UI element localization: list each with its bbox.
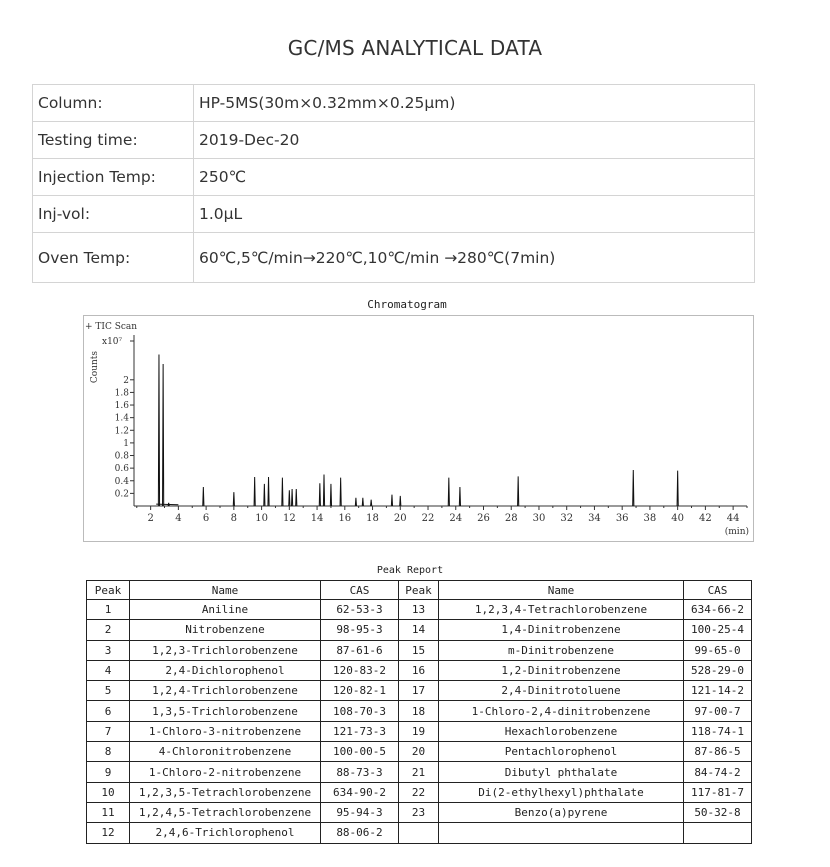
parameter-row — [33, 85, 755, 122]
column-header: CAS — [684, 581, 752, 600]
y-tick-label: 0.4 — [114, 476, 129, 487]
table-cell: 62-53-3 — [321, 600, 399, 620]
x-tick-label: 36 — [615, 513, 629, 524]
x-tick-label: 12 — [282, 513, 296, 524]
x-tick-label: 8 — [230, 513, 238, 524]
table-cell: 11 — [87, 802, 130, 822]
table-cell: 88-06-2 — [321, 823, 399, 843]
x-tick-label: 4 — [175, 513, 182, 524]
x-tick-label: 16 — [338, 513, 352, 524]
table-cell: 2,4-Dinitrotoluene — [439, 681, 684, 701]
parameter-row — [33, 196, 755, 233]
peak-report-table — [86, 580, 752, 844]
page-title: GC/MS ANALYTICAL DATA — [287, 36, 543, 60]
chromatogram-peak — [518, 476, 519, 506]
table-cell: 1,2,4,5-Tetrachlorobenzene — [130, 802, 321, 822]
y-multiplier: x10⁷ — [102, 337, 123, 347]
table-row — [87, 782, 752, 802]
chromatogram-peak — [355, 498, 356, 506]
table-cell: Dibutyl phthalate — [439, 762, 684, 782]
x-axis-label: (min) — [724, 527, 749, 537]
column-header: CAS — [321, 581, 399, 600]
table-cell: 17 — [399, 681, 439, 701]
chromatogram-peak — [282, 478, 283, 506]
table-cell: 84-74-2 — [684, 762, 752, 782]
parameter-value: HP-5MS(30m×0.32mm×0.25μm) — [194, 85, 755, 122]
table-cell: 118-74-1 — [684, 721, 752, 741]
table-cell: 100-25-4 — [684, 620, 752, 640]
table-cell: 1 — [87, 600, 130, 620]
parameter-row — [33, 122, 755, 159]
y-tick-label: 1.2 — [114, 426, 129, 437]
column-header: Name — [130, 581, 321, 600]
table-cell: 10 — [87, 782, 130, 802]
table-cell: 1,2,3,4-Tetrachlorobenzene — [439, 600, 684, 620]
column-header: Name — [439, 581, 684, 600]
chromatogram-peak — [371, 500, 372, 506]
chromatogram-peak — [203, 487, 204, 506]
peak-report-title: Peak Report — [376, 565, 444, 576]
table-cell: 1,2,3-Trichlorobenzene — [130, 640, 321, 660]
y-tick-label: 1.6 — [114, 401, 129, 412]
table-row — [87, 823, 752, 843]
chromatogram-peak — [268, 477, 269, 506]
y-tick-label: 2 — [123, 375, 129, 386]
table-cell: Benzo(a)pyrene — [439, 802, 684, 822]
chromatogram-peak — [233, 492, 234, 506]
x-tick-label: 28 — [504, 513, 518, 524]
table-row — [87, 742, 752, 762]
chromatogram-chart — [83, 315, 754, 542]
table-row — [87, 620, 752, 640]
table-cell: 8 — [87, 742, 130, 762]
x-tick-label: 38 — [643, 513, 657, 524]
table-cell: 1-Chloro-3-nitrobenzene — [130, 721, 321, 741]
chart-frame — [84, 316, 754, 542]
table-cell: 121-73-3 — [321, 721, 399, 741]
column-header: Peak — [87, 581, 130, 600]
chromatogram-peak — [633, 470, 634, 506]
table-row — [87, 721, 752, 741]
table-cell: 7 — [87, 721, 130, 741]
chromatogram-peak — [459, 487, 460, 506]
table-cell: 18 — [399, 701, 439, 721]
x-tick-label: 30 — [532, 513, 546, 524]
chromatogram-peak — [264, 484, 265, 506]
table-cell: 121-14-2 — [684, 681, 752, 701]
chromatogram-title: Chromatogram — [367, 298, 447, 311]
table-row — [87, 600, 752, 620]
x-tick-label: 18 — [366, 513, 379, 524]
parameter-label: Column: — [33, 85, 194, 122]
scan-label: + TIC Scan — [85, 322, 138, 332]
chromatogram-peak — [163, 364, 164, 506]
table-cell: 50-32-8 — [684, 802, 752, 822]
table-cell: 1,2-Dinitrobenzene — [439, 660, 684, 680]
x-tick-label: 34 — [588, 513, 601, 524]
table-cell: 95-94-3 — [321, 802, 399, 822]
column-header: Peak — [399, 581, 439, 600]
table-row — [87, 640, 752, 660]
table-cell: Nitrobenzene — [130, 620, 321, 640]
table-cell: 2,4-Dichlorophenol — [130, 660, 321, 680]
chromatogram-peak — [340, 478, 341, 506]
y-tick-label: 0.2 — [114, 489, 129, 500]
table-row — [87, 660, 752, 680]
table-cell: 87-61-6 — [321, 640, 399, 660]
table-cell: 9 — [87, 762, 130, 782]
chromatogram-peak — [391, 495, 392, 506]
parameter-label: Oven Temp: — [33, 233, 194, 283]
table-cell: 88-73-3 — [321, 762, 399, 782]
chromatogram-peak — [362, 498, 363, 506]
x-tick-label: 40 — [671, 513, 685, 524]
table-cell: 2,4,6-Trichlorophenol — [130, 823, 321, 843]
parameter-label: Injection Temp: — [33, 159, 194, 196]
table-cell: 528-29-0 — [684, 660, 752, 680]
table-cell: 12 — [87, 823, 130, 843]
chromatogram-peak — [254, 477, 255, 506]
y-tick-label: 1 — [123, 438, 129, 449]
chromatogram-peak — [296, 489, 297, 506]
parameter-label: Inj-vol: — [33, 196, 194, 233]
x-tick-label: 10 — [255, 513, 268, 524]
chromatogram-peak — [319, 483, 320, 506]
table-cell: 97-00-7 — [684, 701, 752, 721]
chromatogram-peak — [323, 474, 324, 506]
parameter-label: Testing time: — [33, 122, 194, 159]
y-tick-label: 1.4 — [114, 413, 129, 424]
table-row — [87, 701, 752, 721]
table-cell: 1,4-Dinitrobenzene — [439, 620, 684, 640]
parameters-table — [32, 84, 755, 283]
table-cell: 98-95-3 — [321, 620, 399, 640]
table-cell: Di(2-ethylhexyl)phthalate — [439, 782, 684, 802]
x-tick-label: 44 — [726, 513, 740, 524]
parameter-row — [33, 159, 755, 196]
table-cell: 1,3,5-Trichlorobenzene — [130, 701, 321, 721]
parameter-value: 2019-Dec-20 — [194, 122, 755, 159]
table-cell: 15 — [399, 640, 439, 660]
x-tick-label: 6 — [202, 513, 210, 524]
x-tick-label: 2 — [147, 513, 154, 524]
chromatogram-peak — [448, 478, 449, 506]
table-cell: m-Dinitrobenzene — [439, 640, 684, 660]
parameter-row — [33, 233, 755, 283]
table-cell: 117-81-7 — [684, 782, 752, 802]
table-cell: Pentachlorophenol — [439, 742, 684, 762]
table-cell: 100-00-5 — [321, 742, 399, 762]
parameter-value: 1.0μL — [194, 196, 755, 233]
table-cell: 23 — [399, 802, 439, 822]
table-cell: 87-86-5 — [684, 742, 752, 762]
x-tick-label: 14 — [310, 513, 324, 524]
table-cell: Hexachlorobenzene — [439, 721, 684, 741]
table-cell: 3 — [87, 640, 130, 660]
table-cell: 16 — [399, 660, 439, 680]
table-row — [87, 802, 752, 822]
table-cell: 108-70-3 — [321, 701, 399, 721]
table-cell: 13 — [399, 600, 439, 620]
table-cell: 5 — [87, 681, 130, 701]
table-cell: 1,2,4-Trichlorobenzene — [130, 681, 321, 701]
table-cell: 22 — [399, 782, 439, 802]
chromatogram-peak — [677, 471, 678, 506]
table-cell: 120-82-1 — [321, 681, 399, 701]
x-tick-label: 20 — [393, 513, 407, 524]
chromatogram-peak — [400, 496, 401, 506]
y-tick-label: 1.8 — [114, 388, 129, 399]
chromatogram-peak — [158, 355, 159, 506]
table-cell: 4-Chloronitrobenzene — [130, 742, 321, 762]
table-cell: 120-83-2 — [321, 660, 399, 680]
table-cell — [399, 823, 439, 843]
chromatogram-peak — [330, 484, 331, 506]
chromatogram-peak — [292, 489, 293, 506]
y-tick-label: 0.8 — [114, 451, 129, 462]
x-tick-label: 42 — [699, 513, 712, 524]
table-cell: 1-Chloro-2-nitrobenzene — [130, 762, 321, 782]
table-cell: 634-66-2 — [684, 600, 752, 620]
chromatogram-peak — [289, 490, 290, 506]
table-cell: 14 — [399, 620, 439, 640]
table-row — [87, 681, 752, 701]
x-tick-label: 26 — [477, 513, 490, 524]
x-tick-label: 32 — [560, 513, 574, 524]
table-cell: 634-90-2 — [321, 782, 399, 802]
parameter-value: 60℃,5℃/min→220℃,10℃/min →280℃(7min) — [194, 233, 755, 283]
table-row — [87, 762, 752, 782]
table-cell: 6 — [87, 701, 130, 721]
parameter-value: 250℃ — [194, 159, 755, 196]
y-axis-label: Counts — [90, 351, 100, 384]
table-cell: 19 — [399, 721, 439, 741]
table-cell: 4 — [87, 660, 130, 680]
table-cell: 2 — [87, 620, 130, 640]
table-cell — [439, 823, 684, 843]
y-tick-label: 0.6 — [114, 464, 129, 475]
baseline-noise — [156, 504, 178, 505]
table-cell: Aniline — [130, 600, 321, 620]
x-tick-label: 22 — [421, 513, 435, 524]
table-cell: 99-65-0 — [684, 640, 752, 660]
x-tick-label: 24 — [449, 513, 463, 524]
table-cell: 1,2,3,5-Tetrachlorobenzene — [130, 782, 321, 802]
table-cell: 20 — [399, 742, 439, 762]
table-cell: 1-Chloro-2,4-dinitrobenzene — [439, 701, 684, 721]
table-cell: 21 — [399, 762, 439, 782]
table-cell — [684, 823, 752, 843]
